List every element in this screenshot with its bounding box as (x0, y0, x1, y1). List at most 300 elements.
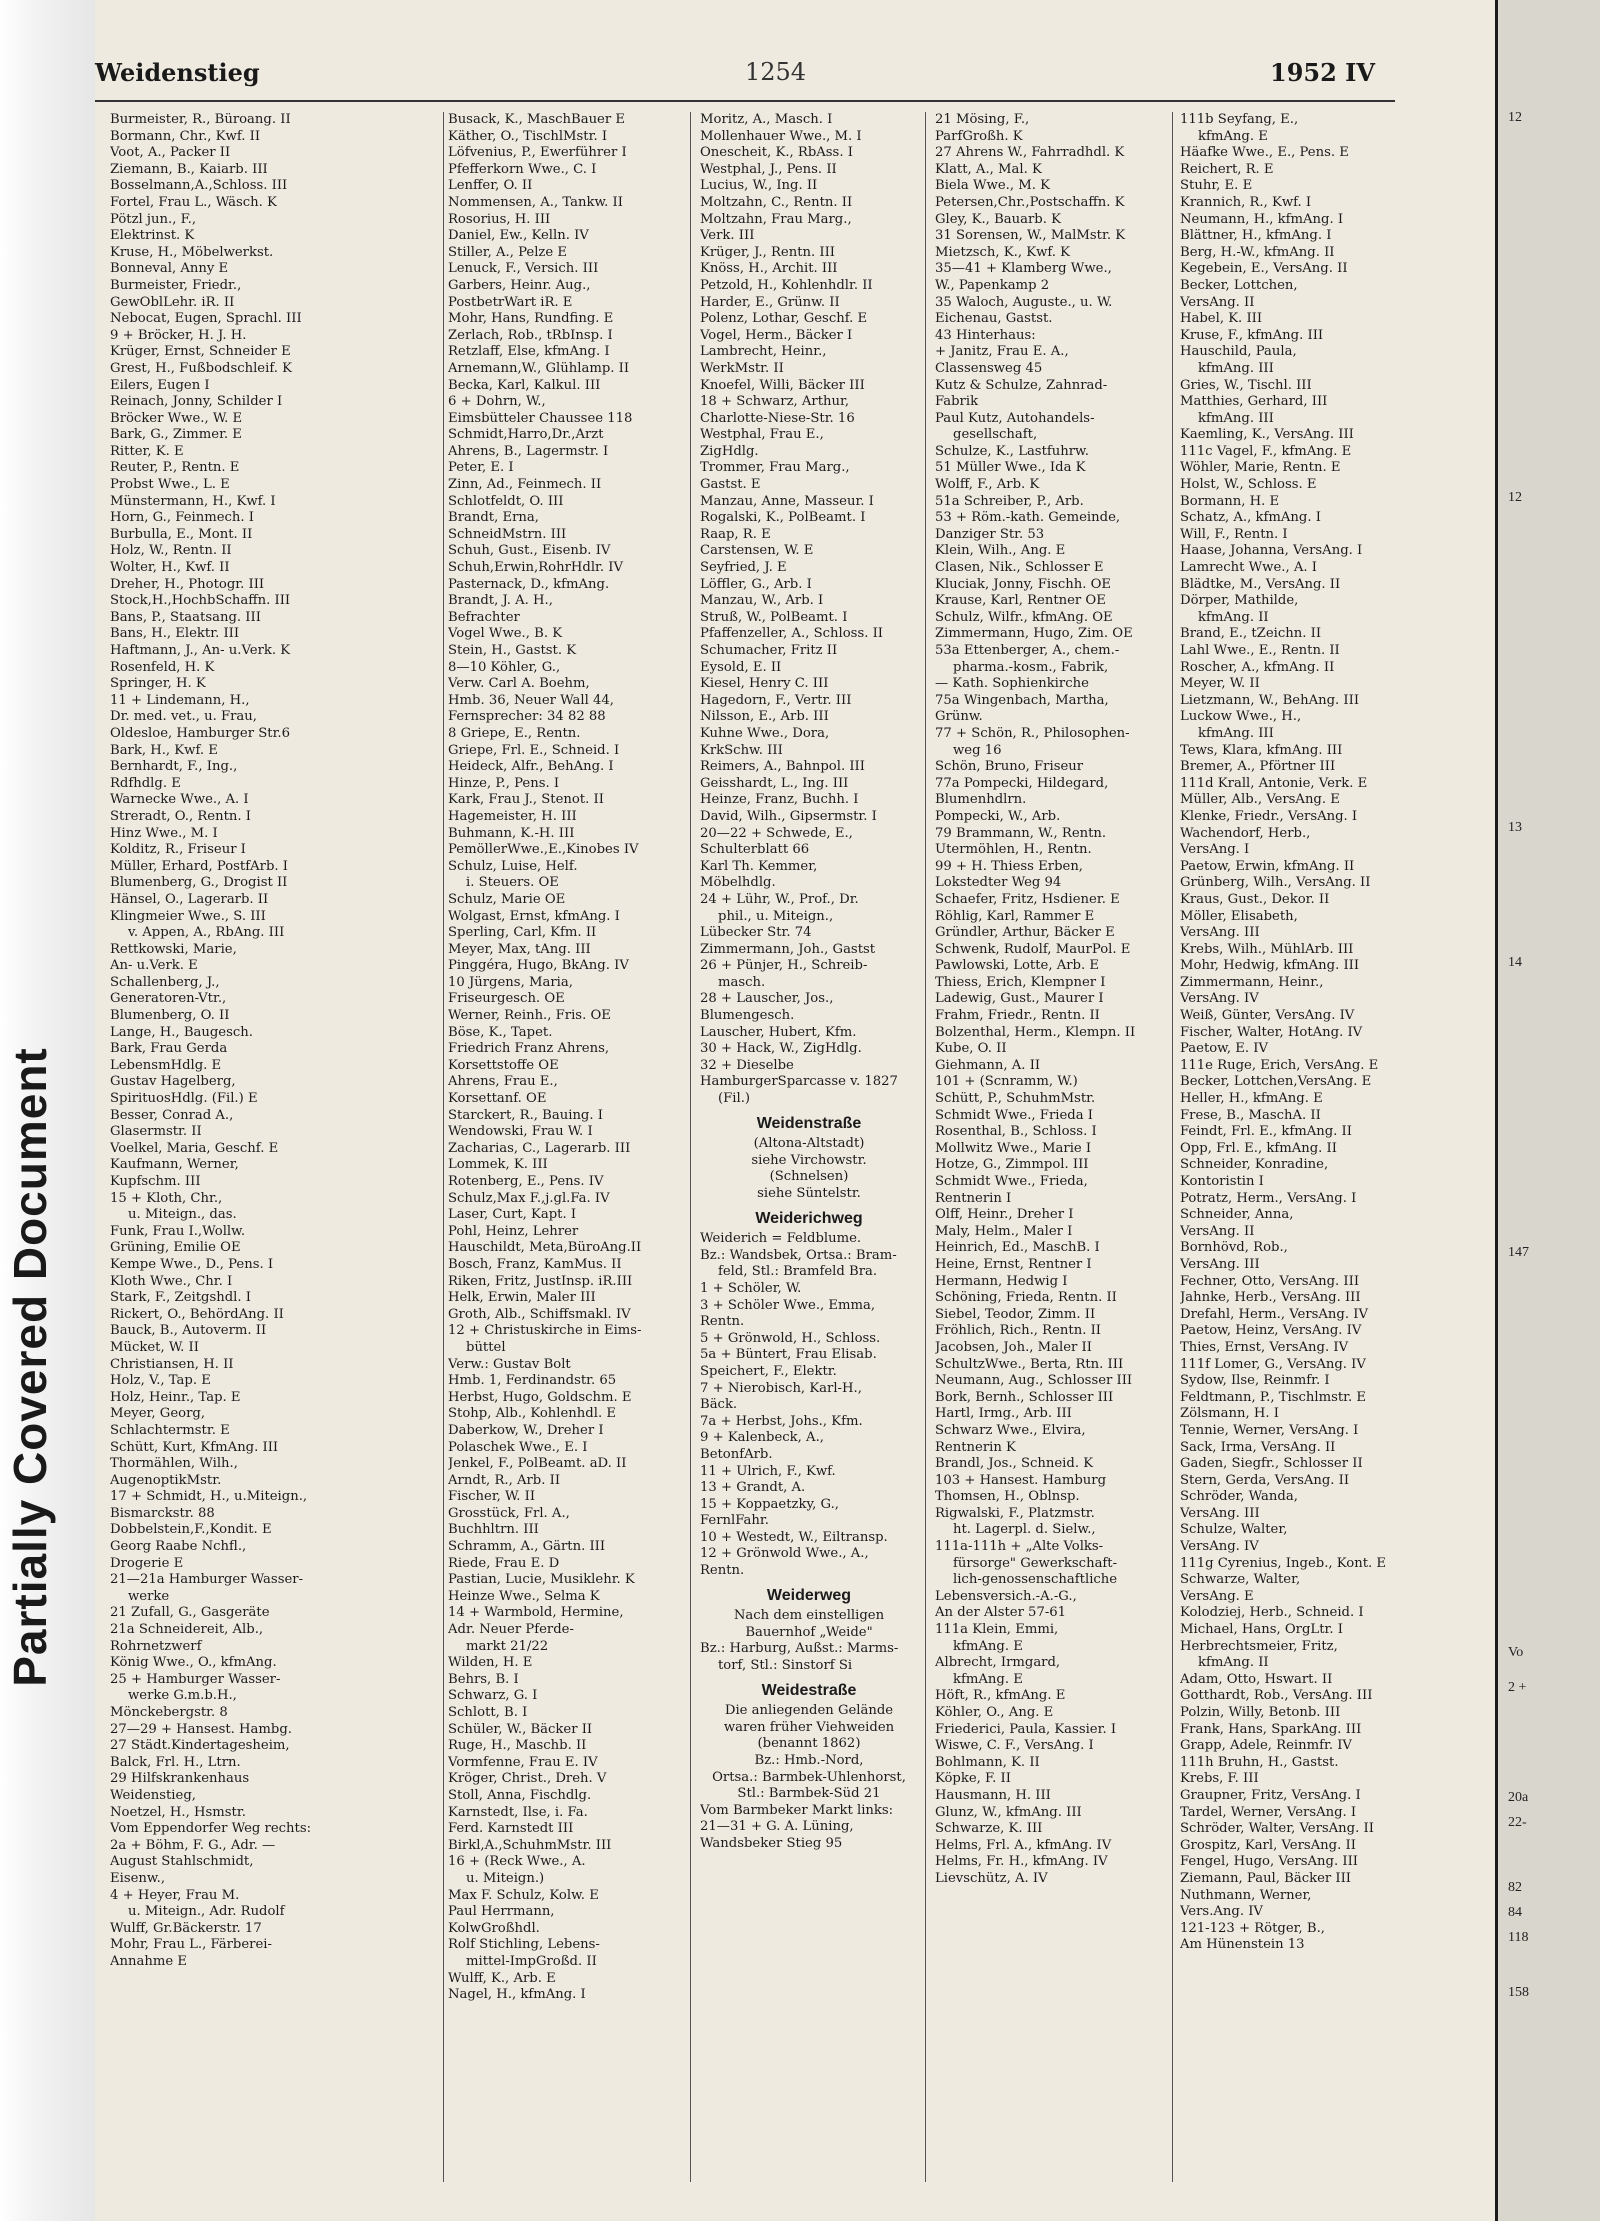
directory-entry: Am Hünenstein 13 (1180, 1937, 1305, 1953)
directory-entry: 1 + Schöler, W. (700, 1280, 802, 1296)
directory-entry: Kuhne Wwe., Dora, (700, 725, 830, 741)
directory-entry: Klein, Wilh., Ang. E (935, 543, 1066, 559)
directory-entry: Rolf Stichling, Lebens- (448, 1937, 600, 1953)
directory-entry: Schuh, Gust., Eisenb. IV (448, 543, 611, 559)
directory-entry: Glunz, W., kfmAng. III (935, 1804, 1082, 1820)
directory-entry: pharma.-kosm., Fabrik, (953, 659, 1109, 675)
directory-entry: Siebel, Teodor, Zimm. II (935, 1306, 1096, 1322)
directory-entry: Stark, F., Zeitgshdl. I (110, 1290, 251, 1306)
directory-entry: Riede, Frau E. D (448, 1555, 560, 1571)
directory-entry: Schulterblatt 66 (700, 842, 810, 858)
directory-entry: Verw.: Gustav Bolt (448, 1356, 571, 1372)
directory-entry: kfmAng. E (953, 1638, 1023, 1654)
directory-entry: Schlotfeldt, O. III (448, 493, 564, 509)
directory-entry: Pinggéra, Hugo, BkAng. IV (448, 958, 629, 974)
directory-entry: 6 + Dohrn, W., (448, 394, 546, 410)
directory-entry: Schütt, P., SchuhmMstr. (935, 1091, 1096, 1107)
directory-entry: 51 Müller Wwe., Ida K (935, 460, 1086, 476)
directory-entry: Lievschütz, A. IV (935, 1870, 1048, 1886)
directory-entry: 43 Hinterhaus: (935, 327, 1036, 343)
directory-entry: Schröder, Wanda, (1180, 1489, 1298, 1505)
directory-entry: Stuhr, E. E (1180, 178, 1253, 194)
directory-entry: Krüger, Ernst, Schneider E (110, 344, 291, 360)
next-page-fragment: 147 (1508, 1245, 1529, 1260)
directory-entry: Oldesloe, Hamburger Str.6 (110, 725, 291, 741)
directory-entry: Krebs, F. III (1180, 1771, 1259, 1787)
directory-entry: Lange, H., Baugesch. (110, 1024, 253, 1040)
directory-entry: Mollwitz Wwe., Marie I (935, 1140, 1092, 1156)
directory-entry: Sperling, Carl, Kfm. II (448, 925, 597, 941)
directory-entry: ht. Lagerpl. d. Sielw., (953, 1522, 1096, 1538)
directory-entry: Clasen, Nik., Schlosser E (935, 560, 1104, 576)
street-note: (Altona-Altstadt) (753, 1136, 865, 1152)
directory-entry: Holz, V., Tap. E (110, 1373, 211, 1389)
directory-entry: Zimmermann, Hugo, Zim. OE (935, 626, 1133, 642)
directory-entry: Schwenk, Rudolf, MaurPol. E (935, 941, 1131, 957)
directory-entry: Zimmermann, Heinr., (1180, 974, 1324, 990)
directory-entry: Reinach, Jonny, Schilder I (110, 394, 283, 410)
directory-entry: 3 + Schöler Wwe., Emma, (700, 1297, 876, 1313)
directory-entry: Eisenw., (110, 1870, 166, 1886)
directory-entry: Pawlowski, Lotte, Arb. E (935, 958, 1099, 974)
directory-entry: Zerlach, Rob., tRbInsp. I (448, 327, 613, 343)
directory-entry: Schulze, K., Lastfuhrw. (935, 443, 1089, 459)
directory-entry: torf, Stl.: Sinstorf Si (718, 1658, 853, 1674)
directory-entry: Fengel, Hugo, VersAng. III (1180, 1854, 1358, 1870)
directory-entry: Kontoristin I (1180, 1174, 1264, 1189)
directory-entry: Bans, P., Staatsang. III (110, 609, 261, 625)
header-rule (95, 100, 1395, 102)
directory-column-4 (935, 112, 1165, 2202)
directory-entry: Meyer, Max, tAng. III (448, 941, 591, 957)
directory-entry: Ritter, K. E (110, 443, 184, 459)
directory-entry: Maly, Helm., Maler I (935, 1223, 1073, 1239)
directory-entry: Verk. III (700, 228, 755, 244)
column-divider (443, 112, 444, 2182)
directory-entry: Warnecke Wwe., A. I (110, 792, 249, 808)
directory-entry: Lebensversich.-A.-G., (935, 1588, 1077, 1604)
directory-entry: Reichert, R. E (1180, 161, 1274, 177)
directory-entry: SpirituosHdlg. (Fil.) E (110, 1091, 258, 1107)
directory-entry: Olff, Heinr., Dreher I (935, 1207, 1074, 1223)
directory-entry: Becka, Karl, Kalkul. III (448, 377, 601, 393)
street-note: Bauernhof „Weide" (745, 1624, 873, 1640)
directory-entry: VersAng. II (1180, 294, 1255, 310)
directory-entry: Weiderich = Feldblume. (700, 1231, 862, 1247)
directory-entry: Vom Barmbeker Markt links: (700, 1802, 894, 1818)
column-divider (1172, 112, 1173, 2182)
directory-entry: Wachendorf, Herb., (1180, 825, 1311, 841)
directory-entry: Hänsel, O., Lagerarb. II (110, 891, 269, 907)
directory-entry: Drefahl, Herm., VersAng. IV (1180, 1306, 1368, 1322)
directory-entry: Krannich, R., Kwf. I (1180, 194, 1312, 210)
directory-entry: ParfGroßh. K (935, 128, 1023, 144)
directory-entry: Speichert, F., Elektr. (700, 1363, 837, 1379)
directory-entry: Classensweg 45 (935, 360, 1043, 376)
directory-entry: Wolff, F., Arb. K (935, 477, 1040, 493)
directory-entry: Schwarze, Walter, (1180, 1572, 1301, 1588)
directory-entry: Kaemling, K., VersAng. III (1180, 427, 1354, 443)
directory-entry: Ziemann, B., Kaiarb. III (110, 161, 268, 177)
directory-entry: Bohlmann, K. II (935, 1754, 1040, 1770)
directory-entry: Nilsson, E., Arb. III (700, 709, 829, 725)
directory-entry: Bonneval, Anny E (110, 261, 229, 277)
directory-entry: Vogel Wwe., B. K (448, 626, 563, 642)
directory-entry: Tennie, Werner, VersAng. I (1180, 1422, 1359, 1438)
directory-entry: Kutz & Schulze, Zahnrad- (935, 377, 1108, 393)
directory-entry: LebensmHdlg. E (110, 1057, 222, 1073)
directory-entry: Vers.Ang. IV (1180, 1904, 1263, 1920)
directory-entry: Jacobsen, Joh., Maler II (935, 1339, 1092, 1355)
directory-entry: Schallenberg, J., (110, 974, 220, 990)
directory-entry: Probst Wwe., L. E (110, 477, 230, 493)
directory-entry: PemöllerWwe.,E.,Kinobes IV (448, 842, 639, 858)
directory-entry: Moritz, A., Masch. I (700, 112, 833, 127)
directory-entry: 111c Vagel, F., kfmAng. E (1180, 443, 1352, 459)
directory-entry: Kiesel, Henry C. III (700, 676, 829, 692)
directory-entry: Neumann, Aug., Schlosser III (935, 1373, 1133, 1389)
directory-entry: VersAng. I (1180, 842, 1250, 858)
directory-entry: Friederici, Paula, Kassier. I (935, 1721, 1117, 1737)
directory-entry: Rotenberg, E., Pens. IV (448, 1174, 604, 1189)
directory-entry: 35 Waloch, Auguste., u. W. (935, 294, 1113, 310)
directory-entry: Fernsprecher: 34 82 88 (448, 709, 606, 725)
directory-entry: Garbers, Heinr. Aug., (448, 277, 591, 293)
directory-entry: Wendowski, Frau W. I (448, 1124, 593, 1140)
directory-entry: 16 + (Reck Wwe., A. (448, 1854, 586, 1870)
directory-entry: Polzin, Willy, Betonb. III (1180, 1705, 1341, 1720)
directory-entry: Pfefferkorn Wwe., C. I (448, 161, 597, 177)
directory-entry: Schulz, Luise, Helf. (448, 858, 578, 874)
directory-entry: Birkl,A.,SchuhmMstr. III (448, 1837, 612, 1853)
directory-entry: 111a Klein, Emmi, (935, 1622, 1059, 1638)
directory-entry: Fortel, Frau L., Wäsch. K (110, 194, 277, 210)
column-divider (690, 112, 691, 2182)
directory-entry: Frese, B., MaschA. II (1180, 1107, 1321, 1123)
directory-entry: Kolditz, R., Friseur I (110, 842, 246, 858)
directory-entry: Kark, Frau J., Stenot. II (448, 792, 604, 808)
directory-entry: feld, Stl.: Bramfeld Bra. (718, 1264, 878, 1280)
directory-entry: 111d Krall, Antonie, Verk. E (1180, 775, 1368, 791)
directory-entry: 12 + Grönwold Wwe., A., (700, 1546, 869, 1562)
directory-entry: Heller, H., kfmAng. E (1180, 1091, 1323, 1107)
directory-entry: 10 Jürgens, Maria, (448, 974, 573, 990)
directory-entry: August Stahlschmidt, (110, 1854, 254, 1870)
directory-entry: — Kath. Sophienkirche (935, 676, 1089, 692)
street-heading: Weiderichweg (755, 1210, 863, 1227)
directory-entry: kfmAng. E (953, 1671, 1023, 1687)
directory-entry: masch. (718, 974, 766, 990)
directory-entry: VersAng. III (1180, 1256, 1260, 1272)
directory-entry: Käther, O., TischlMstr. I (448, 128, 608, 144)
directory-entry: Dr. med. vet., u. Frau, (110, 709, 257, 725)
directory-entry: Rickert, O., BehördAng. II (110, 1306, 284, 1322)
directory-entry: 53 + Röm.-kath. Gemeinde, (935, 510, 1121, 526)
directory-entry: Bäck. (700, 1397, 738, 1413)
directory-entry: Friedrich Franz Ahrens, (448, 1041, 610, 1057)
next-page-fragment: 84 (1508, 1905, 1522, 1920)
directory-entry: Behrs, B. I (448, 1671, 519, 1687)
directory-entry: Daberkow, W., Dreher I (448, 1422, 604, 1438)
directory-entry: Schneider, Anna, (1180, 1207, 1294, 1223)
directory-entry: Daniel, Ew., Kelln. IV (448, 228, 589, 244)
directory-entry: Pohl, Heinz, Lehrer (448, 1223, 579, 1239)
directory-entry: Zölsmann, H. I (1180, 1406, 1279, 1422)
directory-entry: Dörper, Mathilde, (1180, 593, 1299, 609)
directory-entry: Nagel, H., kfmAng. I (448, 1987, 586, 2003)
directory-entry: Blumenberg, G., Drogist II (110, 875, 288, 891)
directory-entry: Manzau, W., Arb. I (700, 593, 824, 609)
directory-entry: Schmidt Wwe., Frieda, (935, 1174, 1088, 1189)
directory-entry: Neumann, H., kfmAng. I (1180, 211, 1344, 227)
directory-entry: Fischer, W. II (448, 1489, 536, 1505)
side-label: Partially Covered Document (4, 1047, 56, 1687)
directory-entry: GewOblLehr. iR. II (110, 294, 235, 310)
directory-entry: Grest, H., Fußbodschleif. K (110, 360, 292, 376)
directory-entry: Bernhardt, F., Ing., (110, 759, 238, 775)
directory-entry: Petersen,Chr.,Postschaffn. K (935, 194, 1125, 210)
directory-entry: 11 + Lindemann, H., (110, 692, 250, 708)
directory-entry: Rdfhdlg. E (110, 775, 181, 791)
directory-entry: Frank, Hans, SparkAng. III (1180, 1721, 1362, 1737)
directory-entry: Voot, A., Packer II (110, 145, 231, 161)
directory-entry: Manzau, Anne, Masseur. I (700, 493, 874, 509)
directory-entry: Will, F., Rentn. I (1180, 526, 1288, 542)
directory-entry: kfmAng. II (1198, 609, 1269, 625)
street-heading: Weiderweg (766, 1587, 852, 1604)
directory-entry: Ahrens, B., Lagermstr. I (448, 443, 609, 459)
directory-entry: Ferd. Karnstedt III (448, 1821, 574, 1837)
directory-entry: Haftmann, J., An- u.Verk. K (110, 643, 291, 658)
directory-entry: Eilers, Eugen I (110, 377, 210, 393)
directory-entry: Rosenfeld, H. K (110, 659, 215, 675)
directory-entry: Münstermann, H., Kwf. I (110, 493, 276, 509)
directory-entry: 27 Städt.Kindertagesheim, (110, 1738, 290, 1754)
directory-entry: Kube, O. II (935, 1041, 1007, 1057)
next-page-fragment: 14 (1508, 955, 1522, 970)
directory-entry: Brand, E., tZeichn. II (1180, 626, 1322, 642)
directory-entry: Bormann, Chr., Kwf. II (110, 128, 261, 144)
directory-entry: 21a Schneidereit, Alb., (110, 1622, 264, 1638)
directory-entry: Vogel, Herm., Bäcker I (700, 327, 853, 343)
directory-entry: VersAng. II (1180, 1223, 1255, 1239)
directory-entry: Thies, Ernst, VersAng. IV (1180, 1339, 1349, 1355)
directory-entry: SchultzWwe., Berta, Rtn. III (935, 1356, 1124, 1372)
next-page-fragment: 13 (1508, 820, 1522, 835)
directory-entry: Rentn. (700, 1314, 745, 1330)
directory-entry: Arndt, R., Arb. II (448, 1472, 561, 1488)
next-page-fragment: 118 (1508, 1930, 1529, 1945)
directory-entry: Hartl, Irmg., Arb. III (935, 1406, 1072, 1422)
directory-entry: Bosselmann,A.,Schloss. III (110, 178, 288, 194)
directory-entry: Helk, Erwin, Maler III (448, 1290, 596, 1306)
directory-entry: Pfaffenzeller, A., Schloss. II (700, 626, 884, 642)
directory-entry: Weiß, Günter, VersAng. IV (1180, 1008, 1355, 1024)
directory-entry: Rosorius, H. III (448, 211, 551, 227)
directory-entry: Lommek, K. III (448, 1157, 548, 1173)
directory-entry: Funk, Frau I.,Wollw. (110, 1223, 246, 1239)
directory-entry: Hotze, G., Zimmpol. III (935, 1157, 1089, 1173)
directory-entry: Bröcker Wwe., W. E (110, 410, 243, 426)
directory-entry: 4 + Heyer, Frau M. (110, 1887, 240, 1903)
directory-entry: Eichenau, Gastst. (935, 311, 1053, 327)
directory-entry: Schön, Bruno, Friseur (935, 759, 1084, 775)
directory-entry: Müller, Alb., VersAng. E (1180, 792, 1340, 808)
directory-entry: Bark, Frau Gerda (110, 1041, 228, 1057)
directory-entry: Blumenhdlrn. (935, 792, 1027, 808)
directory-entry: 75a Wingenbach, Martha, (935, 692, 1109, 708)
directory-entry: 111e Ruge, Erich, VersAng. E (1180, 1057, 1379, 1073)
directory-entry: Generatoren-Vtr., (110, 991, 227, 1007)
directory-entry: Bismarckstr. 88 (110, 1505, 215, 1521)
next-page-fragment: Vo (1508, 1645, 1524, 1660)
directory-entry: Pasternack, D., kfmAng. (448, 576, 610, 592)
directory-entry: Herbrechtsmeier, Fritz, (1180, 1638, 1338, 1654)
directory-entry: Lambrecht, Heinr., (700, 344, 827, 360)
directory-entry: Ruge, H., Maschb. II (448, 1738, 587, 1754)
directory-entry: Karnstedt, Ilse, i. Fa. (448, 1804, 588, 1820)
directory-entry: ZigHdlg. (700, 443, 759, 459)
directory-entry: FernlFahr. (700, 1513, 769, 1529)
directory-entry: Onescheit, K., RbAss. I (700, 145, 853, 161)
directory-entry: Möller, Elisabeth, (1180, 908, 1298, 924)
street-heading: Weidenstraße (756, 1115, 862, 1132)
directory-entry: Becker, Lottchen, (1180, 277, 1298, 293)
directory-entry: SchneidMstrn. III (448, 526, 567, 542)
directory-entry: Heideck, Alfr., BehAng. I (448, 759, 614, 775)
directory-entry: Pompecki, W., Arb. (935, 808, 1061, 824)
directory-entry: Michael, Hans, OrgLtr. I (1180, 1622, 1343, 1638)
directory-entry: Bauck, B., Autoverm. II (110, 1323, 267, 1339)
directory-entry: 26 + Pünjer, H., Schreib- (700, 958, 868, 974)
directory-entry: Polenz, Lothar, Geschf. E (700, 311, 868, 327)
directory-entry: Wulff, K., Arb. E (448, 1970, 556, 1986)
directory-entry: 21—21a Hamburger Wasser- (110, 1572, 304, 1588)
directory-entry: Matthies, Gerhard, III (1180, 394, 1328, 410)
directory-entry: Graupner, Fritz, VersAng. I (1180, 1787, 1361, 1803)
directory-entry: Krause, Karl, Rentner OE (935, 593, 1106, 609)
directory-entry: 79 Brammann, W., Rentn. (935, 825, 1107, 841)
directory-entry: Fröhlich, Rich., Rentn. II (935, 1323, 1102, 1339)
directory-entry: Trommer, Frau Marg., (700, 460, 850, 476)
directory-entry: Moltzahn, C., Rentn. II (700, 194, 853, 210)
directory-entry: Verw. Carl A. Boehm, (448, 676, 590, 692)
directory-entry: Bark, H., Kwf. E (110, 742, 218, 758)
directory-entry: Springer, H. K (110, 676, 206, 692)
directory-entry: Mücket, W. II (110, 1339, 199, 1355)
directory-entry: Meyer, W. II (1180, 676, 1260, 692)
directory-entry: kfmAng. E (1198, 128, 1268, 144)
directory-entry: Max F. Schulz, Kolw. E (448, 1887, 599, 1903)
directory-entry: Roscher, A., kfmAng. II (1180, 659, 1335, 675)
street-note: Die anliegenden Gelände (724, 1703, 894, 1719)
directory-entry: gesellschaft, (953, 427, 1038, 443)
directory-entry: Moltzahn, Frau Marg., (700, 211, 852, 227)
directory-entry: Danziger Str. 53 (935, 526, 1045, 542)
directory-entry: Bornhövd, Rob., (1180, 1240, 1288, 1256)
directory-entry: Kolodziej, Herb., Schneid. I (1180, 1605, 1364, 1621)
directory-entry: büttel (466, 1339, 506, 1355)
directory-entry: Grüning, Emilie OE (110, 1240, 241, 1256)
directory-entry: VersAng. III (1180, 1505, 1260, 1521)
directory-entry: Thormählen, Wilh., (110, 1456, 238, 1472)
directory-entry: 35—41 + Klamberg Wwe., (935, 261, 1112, 277)
directory-entry: Lauscher, Hubert, Kfm. (700, 1024, 857, 1040)
directory-entry: Buhmann, K.-H. III (448, 825, 575, 841)
next-page-fragment: 22- (1508, 1815, 1527, 1830)
directory-entry: Voelkel, Maria, Geschf. E (110, 1140, 279, 1156)
directory-entry: Schatz, A., kfmAng. I (1180, 510, 1321, 526)
directory-entry: Schumacher, Fritz II (700, 643, 838, 658)
directory-entry: W., Papenkamp 2 (935, 277, 1050, 293)
directory-entry: Schwarz Wwe., Elvira, (935, 1422, 1086, 1438)
directory-column-3 (700, 112, 918, 2202)
directory-entry: Lamrecht Wwe., A. I (1180, 560, 1317, 576)
directory-entry: Jahnke, Herb., VersAng. III (1180, 1290, 1361, 1306)
directory-entry: Burmeister, Friedr., (110, 277, 242, 293)
directory-entry: Gries, W., Tischl. III (1180, 377, 1312, 393)
street-note: Bz.: Hmb.-Nord, (754, 1753, 864, 1768)
directory-entry: David, Wilh., Gipsermstr. I (700, 808, 877, 824)
directory-entry: Knöss, H., Archit. III (700, 261, 838, 277)
directory-column-5 (1180, 112, 1415, 2202)
directory-entry: Mohr, Hans, Rundfing. E (448, 311, 614, 327)
directory-entry: VersAng. E (1180, 1588, 1254, 1604)
directory-entry: u. Miteign., Adr. Rudolf (128, 1904, 285, 1920)
directory-entry: HamburgerSparcasse v. 1827 (700, 1074, 898, 1090)
directory-entry: Wilden, H. E (448, 1655, 533, 1671)
directory-entry: Schaefer, Fritz, Hsdiener. E (935, 891, 1120, 907)
directory-entry: Starckert, R., Bauing. I (448, 1107, 603, 1123)
directory-entry: AugenoptikMstr. (110, 1472, 222, 1488)
directory-entry: Schröder, Walter, VersAng. II (1180, 1821, 1374, 1837)
directory-entry: Löffler, G., Arb. I (700, 576, 812, 592)
directory-entry: Gley, K., Bauarb. K (935, 211, 1061, 227)
directory-entry: Berg, H.-W., kfmAng. II (1180, 244, 1335, 260)
directory-entry: Grapp, Adele, Reinmfr. IV (1180, 1738, 1352, 1754)
directory-entry: Mohr, Frau L., Färberei- (110, 1937, 272, 1953)
directory-entry: Glasermstr. II (110, 1124, 202, 1140)
directory-entry: Christiansen, H. II (110, 1356, 234, 1372)
directory-entry: Bz.: Harburg, Außst.: Marms- (700, 1641, 899, 1657)
directory-entry: Kruse, H., Möbelwerkst. (110, 244, 274, 260)
directory-entry: Blumengesch. (700, 1008, 795, 1024)
directory-entry: Köpke, F. II (935, 1771, 1011, 1787)
directory-entry: Thiess, Erich, Klempner I (935, 974, 1106, 990)
directory-entry: Rohrnetzwerf (110, 1638, 202, 1654)
directory-entry: Häafke Wwe., E., Pens. E (1180, 145, 1349, 161)
directory-entry: Burbulla, E., Mont. II (110, 526, 253, 542)
directory-entry: Schulz,Max F.,j.gl.Fa. IV (448, 1190, 610, 1206)
directory-entry: 9 + Kalenbeck, A., (700, 1430, 824, 1446)
street-heading: Weidestraße (761, 1682, 857, 1699)
directory-entry: Wandsbeker Stieg 95 (700, 1835, 843, 1851)
directory-entry: 111g Cyrenius, Ingeb., Kont. E (1180, 1555, 1387, 1571)
directory-entry: Schneider, Konradine, (1180, 1157, 1329, 1173)
directory-entry: Möbelhdlg. (700, 875, 776, 891)
street-note: (benannt 1862) (757, 1736, 861, 1752)
directory-entry: + Janitz, Frau E. A., (935, 344, 1069, 360)
directory-entry: Arnemann,W., Glühlamp. II (448, 360, 630, 376)
directory-entry: Paetow, Heinz, VersAng. IV (1180, 1323, 1362, 1339)
directory-entry: Rentnerin I (935, 1190, 1012, 1206)
directory-entry: Helms, Frl. A., kfmAng. IV (935, 1837, 1112, 1853)
directory-entry: Bz.: Wandsbek, Ortsa.: Bram- (700, 1247, 897, 1263)
directory-entry: Mönckebergstr. 8 (110, 1705, 228, 1720)
directory-entry: 2a + Böhm, F. G., Adr. — (110, 1837, 276, 1853)
directory-entry: Schulz, Wilfr., kfmAng. OE (935, 609, 1113, 625)
directory-entry: 99 + H. Thiess Erben, (935, 858, 1083, 874)
